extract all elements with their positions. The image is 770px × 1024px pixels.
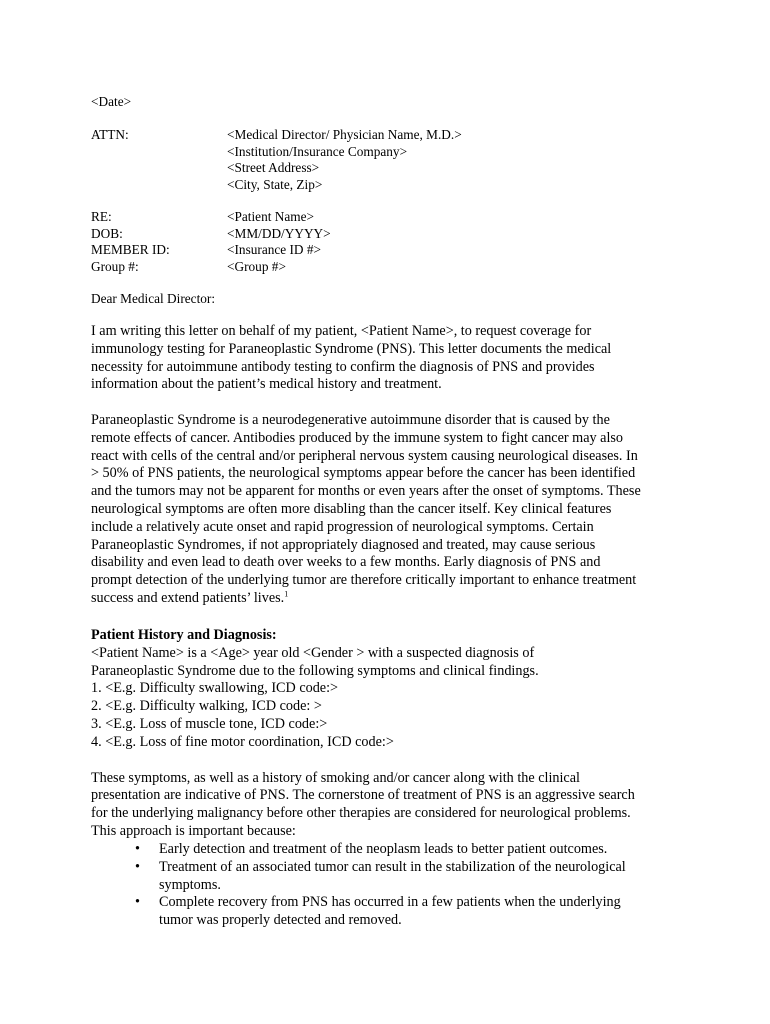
symptom-item: 2. <E.g. Difficulty walking, ICD code: > [91, 698, 322, 715]
paragraph-line: These symptoms, as well as a history of smoking and/or cancer along with the clinical [91, 769, 580, 786]
ref-value-dob: <MM/DD/YYYY> [227, 225, 331, 241]
symptom-item: 4. <E.g. Loss of fine motor coordination, ICD code:> [91, 733, 394, 750]
history-line: <Patient Name> is a <Age> year old <Gender > with a suspected diagnosis of [91, 644, 535, 661]
paragraph-line: information about the patient’s medical history and treatment. [91, 376, 442, 393]
paragraph-line [91, 590, 681, 608]
paragraph-line: I am writing this letter on behalf of my patient, <Patient Name>, to request coverage for [91, 323, 592, 339]
paragraph-line: include a relatively acute onset and rapid progression of neurological symptoms. Certain [91, 518, 594, 535]
list-item-text: Treatment of an associated tumor can result in the stabilization of the neurological [159, 858, 626, 875]
bullet-icon: • [135, 841, 140, 857]
footnote-marker: 1 [284, 589, 289, 599]
recipient-line: <Street Address> [227, 160, 320, 175]
date-placeholder: <Date> [91, 94, 132, 109]
background-paragraph [91, 412, 681, 608]
section-heading: Patient History and Diagnosis: [91, 627, 277, 643]
paragraph-line-text: success and extend patients’ lives. [91, 589, 285, 606]
intro-paragraph [91, 323, 681, 394]
paragraph-line: for the underlying malignancy before other therapies are considered for neurological problems. [91, 805, 631, 822]
list-item-text: Early detection and treatment of the neoplasm leads to better patient outcomes. [159, 841, 608, 857]
symptom-item: 3. <E.g. Loss of muscle tone, ICD code:> [91, 715, 328, 732]
ref-value-member-id: <Insurance ID #> [227, 242, 322, 257]
ref-label-group: Group #: [91, 258, 139, 274]
paragraph-line: > 50% of PNS patients, the neurological symptoms appear before the cancer has been identified [91, 465, 636, 482]
paragraph-line: remote effects of cancer. Antibodies produced by the immune system to fight cancer may also [91, 429, 623, 446]
paragraph-line: immunology testing for Paraneoplastic Syndrome (PNS). This letter documents the medical [91, 340, 612, 357]
ref-value-re: <Patient Name> [227, 209, 315, 224]
bullet-icon: • [135, 858, 140, 875]
list-item-text: symptoms. [159, 876, 221, 893]
history-line: Paraneoplastic Syndrome due to the following symptoms and clinical findings. [91, 662, 539, 679]
paragraph-line: presentation are indicative of PNS. The cornerstone of treatment of PNS is an aggressive search [91, 787, 635, 804]
ref-value-group: <Group #> [227, 258, 286, 274]
recipient-line: <City, State, Zip> [227, 176, 323, 192]
paragraph-line: prompt detection of the underlying tumor are therefore critically important to enhance treatment [91, 572, 637, 589]
paragraph-line: necessity for autoimmune antibody testing to confirm the diagnosis of PNS and provides [91, 358, 595, 375]
paragraph-line: Paraneoplastic Syndrome is a neurodegenerative autoimmune disorder that is caused by the [91, 412, 610, 428]
symptom-item: 1. <E.g. Difficulty swallowing, ICD code:> [91, 680, 339, 697]
reasons-list [91, 841, 681, 930]
paragraph-line: react with cells of the central and/or peripheral nervous system causing neurological diseases. In [91, 447, 638, 464]
paragraph-line: This approach is important because: [91, 822, 296, 839]
bullet-icon: • [135, 894, 140, 911]
recipient-line: <Medical Director/ Physician Name, M.D.> [227, 127, 462, 142]
recipient-line: <Institution/Insurance Company> [227, 143, 408, 159]
ref-label-dob: DOB: [91, 225, 123, 241]
attn-label: ATTN: [91, 127, 129, 142]
list-item-text: Complete recovery from PNS has occurred in a few patients when the underlying [159, 894, 621, 911]
paragraph-line: Paraneoplastic Syndromes, if not appropriately diagnosed and treated, may cause serious [91, 536, 596, 553]
list-item-text: tumor was properly detected and removed. [159, 912, 402, 929]
paragraph-line: disability and even lead to death over weeks to a few months. Early diagnosis of PNS and [91, 554, 601, 571]
history-section [91, 627, 681, 752]
paragraph-line: neurological symptoms are often more disabling than the cancer itself. Key clinical features [91, 500, 612, 517]
treatment-paragraph [91, 770, 681, 841]
salutation: Dear Medical Director: [91, 290, 216, 306]
list-item [91, 859, 681, 895]
ref-label-re: RE: [91, 209, 112, 224]
paragraph-line: and the tumors may not be apparent for months or even years after the onset of symptoms. These [91, 483, 641, 500]
ref-label-member-id: MEMBER ID: [91, 242, 170, 257]
list-item [91, 841, 681, 859]
list-item [91, 894, 681, 930]
